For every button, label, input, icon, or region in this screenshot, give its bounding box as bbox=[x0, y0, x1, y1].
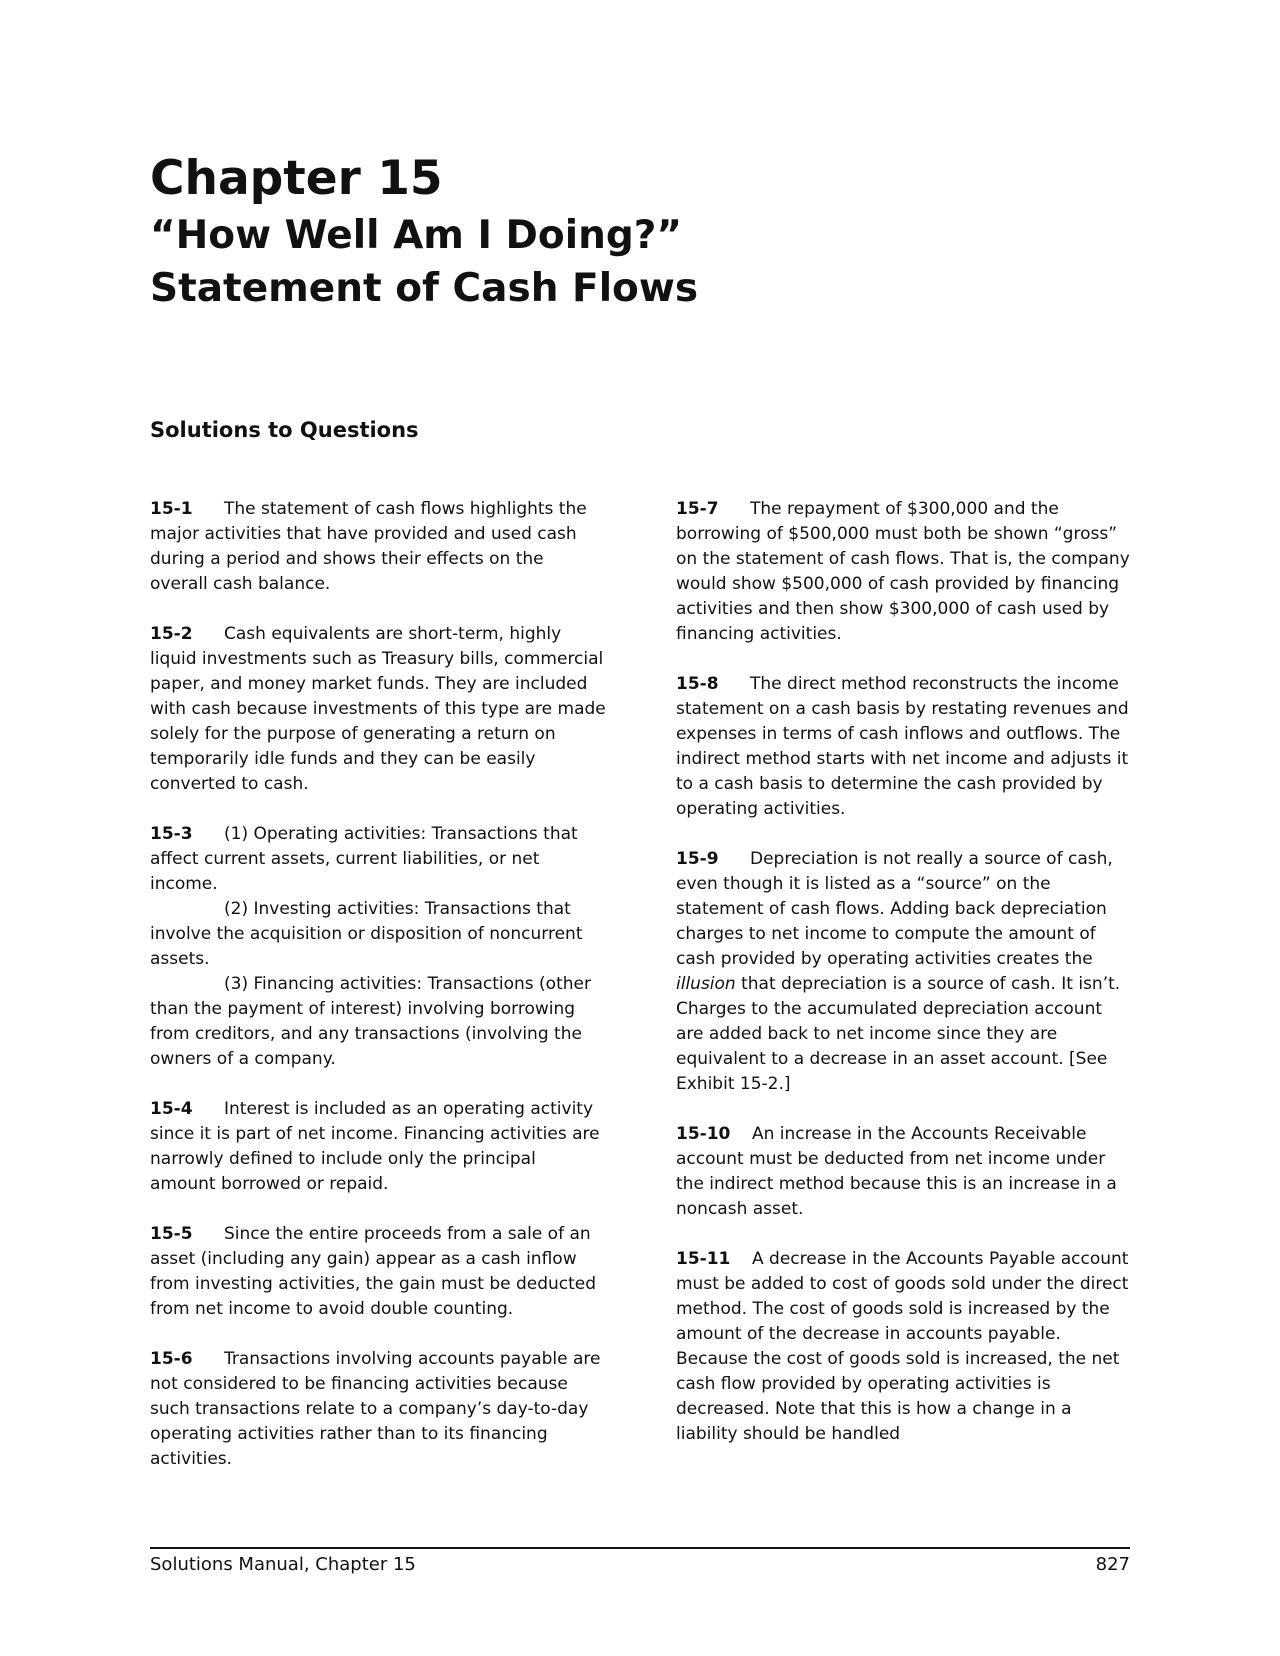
answer-part-1: (1) Operating activities: Transactions that affect current assets, current liabilities, or net income. bbox=[150, 824, 578, 894]
question-number: 15-6 bbox=[150, 1349, 193, 1369]
question-number: 15-1 bbox=[150, 499, 193, 519]
answer-part-2: (2) Investing activities: Transactions that involve the acquisition or disposition of noncurrent assets. bbox=[150, 899, 583, 969]
section-title: Solutions to Questions bbox=[150, 418, 419, 442]
answer-text: Transactions involving accounts payable are not considered to be financing activities because such transactions relate to a company’s day-to-day operating activities rather than to its financing activities. bbox=[150, 1349, 601, 1469]
chapter-number: Chapter 15 bbox=[150, 151, 443, 206]
footer-title: Solutions Manual, Chapter 15 bbox=[150, 1554, 416, 1575]
page-number: 827 bbox=[1095, 1554, 1130, 1575]
question-number: 15-5 bbox=[150, 1224, 193, 1244]
right-column bbox=[676, 497, 1132, 1472]
answer-text: An increase in the Accounts Receivable account must be deducted from net income under the indirect method because this is an increase in a noncash asset. bbox=[676, 1124, 1117, 1219]
question-15-5 bbox=[150, 1222, 606, 1322]
question-15-8 bbox=[676, 672, 1132, 822]
question-number: 15-11 bbox=[676, 1249, 731, 1269]
question-number: 15-4 bbox=[150, 1099, 193, 1119]
chapter-subtitle-line1: “How Well Am I Doing?” bbox=[150, 213, 683, 258]
question-15-10 bbox=[676, 1122, 1132, 1222]
answer-text: A decrease in the Accounts Payable account must be added to cost of goods sold under the direct method. The cost of goods sold is increased by the amount of the decrease in accounts payable. Because the cost of goods sold is increased, the net cash flow provided by operating activities is decreased. Note that this is how a change in a liability should be handled bbox=[676, 1249, 1129, 1444]
answer-text: The direct method reconstructs the income statement on a cash basis by restating revenues and expenses in terms of cash inflows and outflows. The indirect method starts with net income and adjusts it to a cash basis to determine the cash provided by operating activities. bbox=[676, 674, 1129, 819]
question-number: 15-7 bbox=[676, 499, 719, 519]
answer-text-before: Depreciation is not really a source of cash, even though it is listed as a “source” on the statement of cash flows. Adding back depreciation charges to net income to compute the amount of cash provided by operating activities creates the bbox=[676, 849, 1113, 969]
answer-text: Interest is included as an operating activity since it is part of net income. Financing activities are narrowly defined to include only the principal amount borrowed or repaid. bbox=[150, 1099, 600, 1194]
question-15-11 bbox=[676, 1247, 1132, 1447]
answer-text-after: that depreciation is a source of cash. It isn’t. Charges to the accumulated depreciation account are added back to net income since they are equivalent to a decrease in an asset account. [See Exhibit 15-2.] bbox=[676, 974, 1121, 1094]
question-number: 15-3 bbox=[150, 824, 193, 844]
question-15-7 bbox=[676, 497, 1132, 647]
question-15-2 bbox=[150, 622, 606, 797]
question-number: 15-9 bbox=[676, 849, 719, 869]
chapter-subtitle-line2: Statement of Cash Flows bbox=[150, 266, 699, 311]
question-15-3 bbox=[150, 822, 606, 1072]
question-15-6 bbox=[150, 1347, 606, 1472]
question-number: 15-2 bbox=[150, 624, 193, 644]
question-number: 15-8 bbox=[676, 674, 719, 694]
footer-divider bbox=[150, 1547, 1130, 1549]
answer-text: Since the entire proceeds from a sale of an asset (including any gain) appear as a cash inflow from investing activities, the gain must be deducted from net income to avoid double counting. bbox=[150, 1224, 597, 1319]
answer-text: Cash equivalents are short-term, highly liquid investments such as Treasury bills, commercial paper, and money market funds. They are included with cash because investments of this type are made solely for the purpose of generating a return on temporarily idle funds and they can be easily converted to cash. bbox=[150, 624, 606, 794]
left-column bbox=[150, 497, 606, 1497]
question-15-4 bbox=[150, 1097, 606, 1197]
answer-text: The statement of cash flows highlights the major activities that have provided and used cash during a period and shows their effects on the overall cash balance. bbox=[150, 499, 587, 594]
answer-text: The repayment of $300,000 and the borrowing of $500,000 must both be shown “gross” on the statement of cash flows. That is, the company would show $500,000 of cash provided by financing activities and then show $300,000 of cash used by financing activities. bbox=[676, 499, 1130, 644]
question-number: 15-10 bbox=[676, 1124, 731, 1144]
chapter-heading bbox=[150, 150, 1150, 314]
question-15-1 bbox=[150, 497, 606, 597]
answer-emphasis: illusion bbox=[676, 974, 736, 994]
answer-part-3: (3) Financing activities: Transactions (other than the payment of interest) involving borrowing from creditors, and any transactions (involving the owners of a company. bbox=[150, 974, 591, 1069]
question-15-9 bbox=[676, 847, 1132, 1097]
